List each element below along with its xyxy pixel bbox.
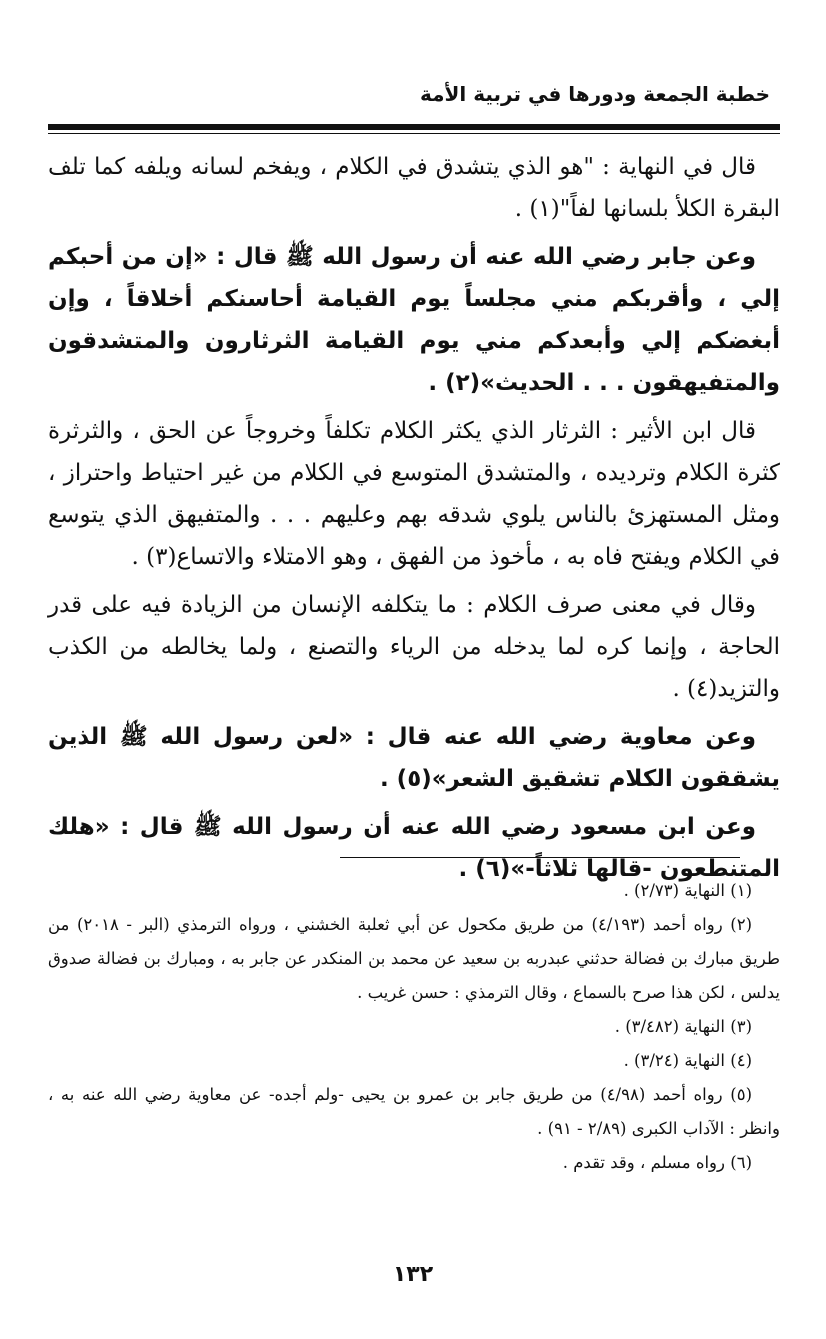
page-number: ١٣٢ [392,1262,434,1287]
footnote-6: (٦) رواه مسلم ، وقد تقدم . [562,1153,752,1172]
paragraph-nihaya: قال في النهاية : "هو الذي يتشدق في الكلام ، ويفخم لسانه ويلفه كما تلف البقرة الكلأ بلسانها لفاً"(١) . [48,154,780,222]
running-header: خطبة الجمعة ودورها في تربية الأمة [420,82,770,106]
main-text [48,146,780,896]
footnote-2: (٢) رواه أحمد (٤/١٩٣) من طريق مكحول عن أبي ثعلبة الخشني ، ورواه الترمذي (البر - ٢٠١٨) من طريق مبارك بن فضالة حدثني عبدربه بن سعيد عن محمد بن المنكدر عن جابر به ، ومبارك بن فضالة صدوق يدلس ، لكن هذا صرح بالسماع ، وقال الترمذي : حسن غريب . [48,915,780,1002]
footnotes [48,874,780,1180]
footnote-4: (٤) النهاية (٣/٢٤) . [623,1051,752,1070]
footnote-3: (٣) النهاية (٣/٤٨٢) . [614,1017,752,1036]
footnote-1: (١) النهاية (٢/٧٣) . [623,881,752,900]
paragraph-sarf-kalam: وقال في معنى صرف الكلام : ما يتكلفه الإنسان من الزيادة فيه على قدر الحاجة ، وإنما كره لما يدخله من الرياء والتصنع ، ولما يخالطه من الكذب والتزيد(٤) . [48,592,780,702]
paragraph-hadith-ibn-masud: وعن ابن مسعود رضي الله عنه أن رسول الله ﷺ قال : «هلك المتنطعون -قالها ثلاثاً-»(٦) . [48,814,780,882]
paragraph-hadith-muawiya: وعن معاوية رضي الله عنه قال : «لعن رسول الله ﷺ الذين يشققون الكلام تشقيق الشعر»(٥) . [48,724,780,792]
paragraph-hadith-jabir: وعن جابر رضي الله عنه أن رسول الله ﷺ قال : «إن من أحبكم إلي ، وأقربكم مني مجلساً يوم القيامة أحاسنكم أخلاقاً ، وإن أبغضكم إلي وأبعدكم مني يوم القيامة الثرثارون والمتشدقون والمتفيهقون . . . الحديث»(٢) . [48,244,780,396]
paragraph-ibn-athir: قال ابن الأثير : الثرثار الذي يكثر الكلام تكلفاً وخروجاً عن الحق ، والثرثرة كثرة الكلام وترديده ، والمتشدق المتوسع في الكلام من غير احتياط واحتراز ، ومثل المستهزئ بالناس يلوي شدقه بهم وعليهم . . . والمتفيهق الذي يتوسع في الكلام ويفتح فاه به ، مأخوذ من الفهق ، وهو الامتلاء والاتساع(٣) . [48,418,780,570]
header-rule [48,124,780,134]
footnote-5: (٥) رواه أحمد (٤/٩٨) من طريق جابر بن عمرو بن يحيى -ولم أجده- عن معاوية رضي الله عنه به ، وانظر : الآداب الكبرى (٢/٨٩ - ٩١) . [48,1085,780,1138]
footnote-separator [340,857,740,858]
